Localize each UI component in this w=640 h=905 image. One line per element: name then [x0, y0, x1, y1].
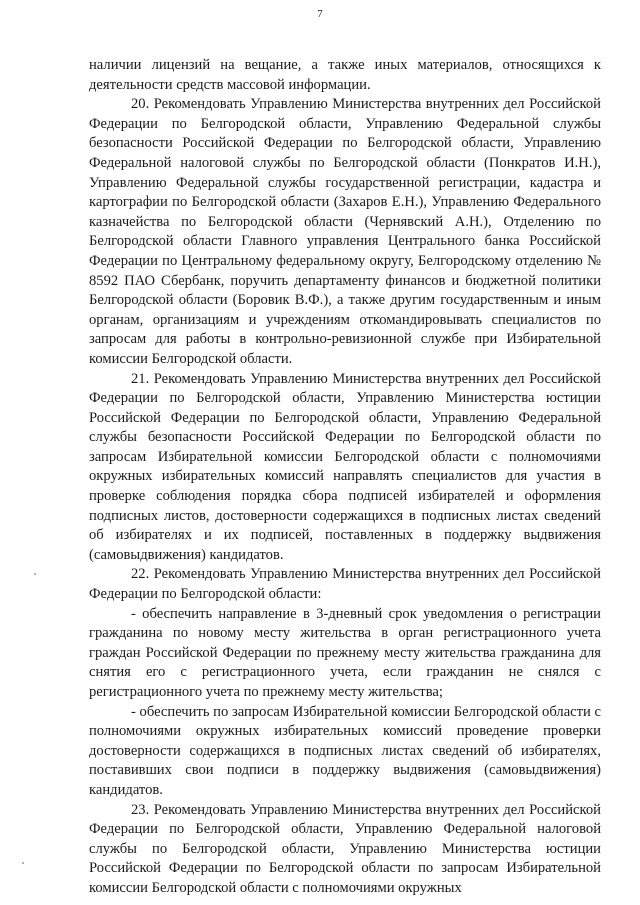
document-body	[89, 56, 601, 899]
paragraph-item-23: 23. Рекомендовать Управлению Министерства внутренних дел Российской Федерации по Белгородской области, Управлению Федеральной налоговой службы по Белгородской области, Управлению Министерства юстиции Российской Федерации по Белгородской области по запросам Избирательной комиссии Белгородской области с полномочиями окружных	[89, 801, 601, 896]
paragraph-continuation: наличии лицензий на вещание, а также иных материалов, относящихся к деятельности средств массовой информации.	[89, 57, 601, 93]
scan-speck	[34, 573, 36, 575]
page-number: 7	[317, 8, 323, 20]
paragraph-item-22: 22. Рекомендовать Управлению Министерства внутренних дел Российской Федерации по Белгородской области:	[89, 566, 601, 603]
paragraph-item-20: 20. Рекомендовать Управлению Министерства внутренних дел Российской Федерации по Белгородской области, Управлению Федеральной службы безопасности Российской Федерации по Белгородской области, Управлению Федеральной налоговой службы по Белгородской области (Понкратов И.Н.), Управлению Федеральной службы государственной регистрации, кадастра и картографии по Белгородской области (Захаров Е.Н.), Управлению Федерального казначейства по Белгородской области (Чернявский А.Н.), Отделению по Белгородской области Главного управления Центрального банка Российской Федерации по Центральному федеральному округу, Белгородскому отделению № 8592 ПАО Сбербанк, поручить департаменту финансов и бюджетной политики Белгородской области (Боровик В.Ф.), а также другим государственным и иным органам, организациям и учреждениям откомандировывать специалистов по запросам для работы в контрольно-ревизионной службе при Избирательной комиссии Белгородской области.	[89, 96, 601, 367]
paragraph-item-22-bullet-2: - обеспечить по запросам Избирательной комиссии Белгородской области с полномочиями окружных избирательных комиссий проведение проверки достоверности содержащихся в подписных листах сведений об избирателях, поставивших свои подписи в поддержку выдвижения (самовыдвижения) кандидатов.	[89, 703, 601, 798]
paragraph-item-21: 21. Рекомендовать Управлению Министерства внутренних дел Российской Федерации по Белгородской области, Управлению Министерства юстиции Российской Федерации по Белгородской области, Управлению Федеральной службы безопасности Российской Федерации по Белгородской области по запросам Избирательной комиссии Белгородской области с полномочиями окружных избирательных комиссий направлять специалистов для участия в проверке соблюдения порядка сбора подписей избирателей и оформления подписных листов, достоверности содержащихся в подписных листах сведений об избирателях и их подписей, поставленных в поддержку выдвижения (самовыдвижения) кандидатов.	[89, 370, 601, 563]
paragraph-item-22-bullet-1: - обеспечить направление в 3-дневный срок уведомления о регистрации гражданина по новому месту жительства в орган регистрационного учета граждан Российской Федерации по прежнему месту жительства гражданина для снятия его с регистрационного учета, если гражданин не снялся с регистрационного учета по прежнему месту жительства;	[89, 605, 601, 700]
scan-speck	[22, 862, 24, 864]
